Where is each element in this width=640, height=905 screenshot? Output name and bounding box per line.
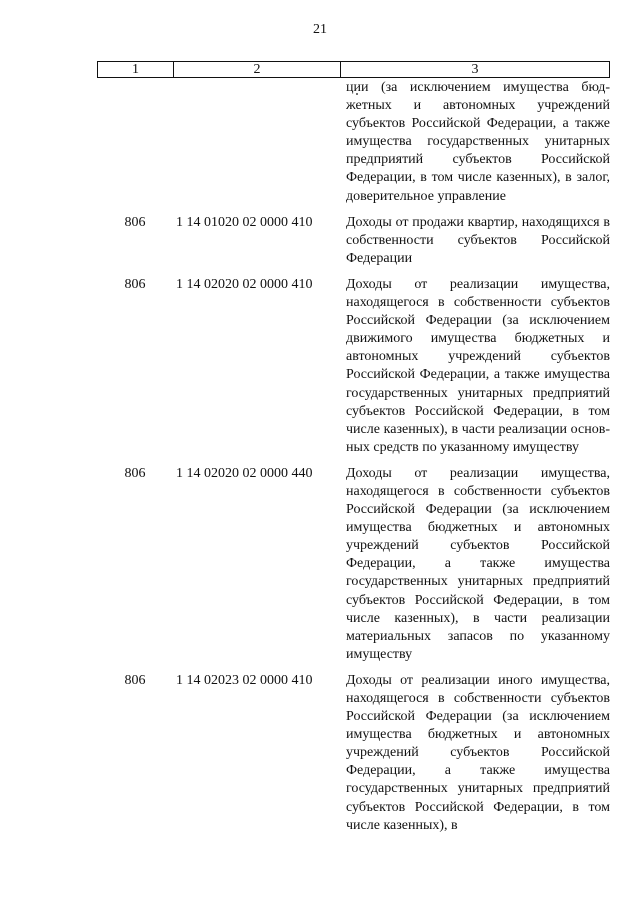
admin-code-cell bbox=[97, 79, 173, 206]
admin-code-cell: 806 bbox=[124, 214, 146, 230]
description-cell: Доходы от продажи квартир, находящихся в собственности субъектов Российской Федерации bbox=[346, 214, 610, 266]
budget-code-cell bbox=[173, 79, 340, 206]
admin-code-cell: 806 bbox=[124, 276, 146, 292]
column-header-1: 1 bbox=[98, 62, 174, 77]
description-cell: ции (за исключением имущества бюджетных и автономных учреждений субъектов Российской Федерации, а также имущества государственных унитарных предприятий субъектов Российской Федерации, в том числе казенных), в залог, доверительное управление bbox=[346, 80, 610, 204]
budget-code-cell: 1 14 02023 02 0000 410 bbox=[176, 672, 313, 688]
budget-code-cell: 1 14 02020 02 0000 440 bbox=[176, 465, 313, 481]
budget-code-cell: 1 14 01020 02 0000 410 bbox=[176, 214, 313, 230]
page-number: 21 bbox=[313, 22, 327, 37]
admin-code-cell: 806 bbox=[124, 672, 146, 688]
table-row bbox=[97, 465, 610, 664]
column-header-2: 2 bbox=[174, 62, 341, 77]
budget-code-cell: 1 14 02020 02 0000 410 bbox=[176, 276, 313, 292]
table-header bbox=[97, 61, 610, 78]
description-cell: Доходы от реализации имущества, находящегося в собственности субъектов Российской Федерации (за исключением имущества бюджетных и автономных учреждений субъектов Российской Федерации, а также имущества государственных унитарных предприятий субъектов Российской Федерации, в том числе казенных), в части реализации материальных запасов по указанному имуществу bbox=[346, 465, 610, 662]
table-row bbox=[97, 672, 610, 835]
admin-code-cell: 806 bbox=[124, 465, 146, 481]
table-row bbox=[97, 276, 610, 457]
table-row bbox=[97, 79, 610, 206]
table-row bbox=[97, 214, 610, 268]
description-cell: Доходы от реализации имущества, находящегося в собственности субъектов Российской Федерации (за исключением движимого имущества бюджетных и автономных учреждений субъектов Российской Федерации, а также имущества государственных унитарных предприятий субъектов Российской Федерации, в том числе казенных), в части реализации основных средств по указанному имуществу bbox=[346, 276, 610, 455]
table-body bbox=[97, 79, 610, 843]
column-header-3: 3 bbox=[471, 62, 479, 77]
description-cell: Доходы от реализации иного имущества, находящегося в собственности субъектов Российской Федерации (за исключением имущества бюджетных и автономных учреждений субъектов Российской Федерации, а также имущества государственных унитарных предприятий субъектов Российской Федерации, в том числе казенных), в bbox=[346, 672, 610, 833]
